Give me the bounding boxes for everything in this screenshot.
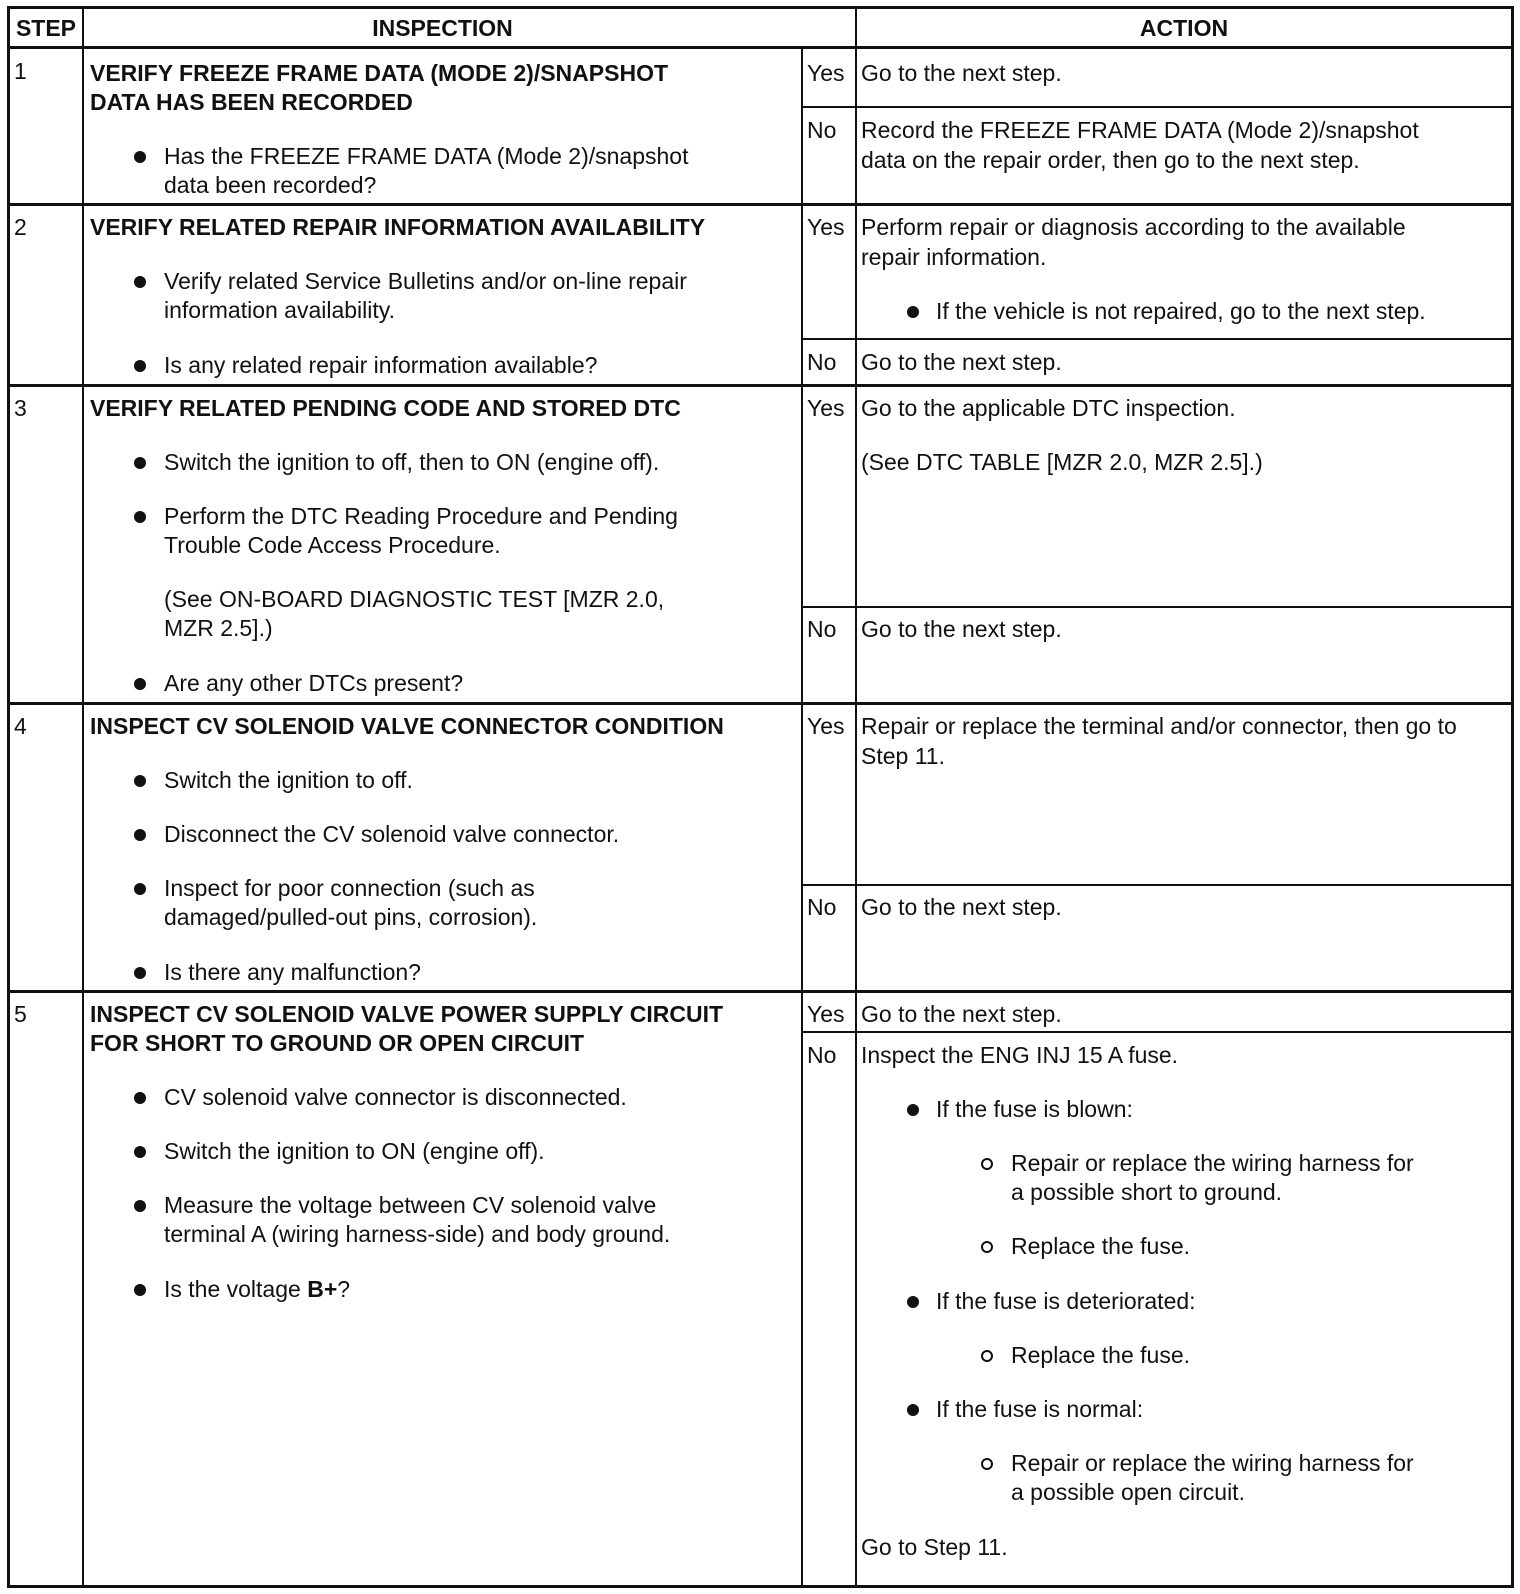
diagnostic-table bbox=[7, 6, 1514, 1588]
yes-label: Yes bbox=[807, 1001, 845, 1027]
bullet-icon bbox=[134, 457, 146, 469]
yes-action: Perform repair or diagnosis according to the available bbox=[861, 214, 1406, 240]
reference-note: MZR 2.5].) bbox=[164, 615, 273, 641]
bullet-icon bbox=[134, 1146, 146, 1158]
column-divider-step bbox=[82, 9, 84, 1585]
no-label: No bbox=[807, 616, 837, 642]
yes-label: Yes bbox=[807, 713, 845, 739]
bullet-icon bbox=[907, 1104, 919, 1116]
yes-label: Yes bbox=[807, 214, 845, 240]
row-divider-4 bbox=[10, 990, 1511, 993]
inspection-item: CV solenoid valve connector is disconnected. bbox=[164, 1084, 627, 1110]
remedy-item: a possible open circuit. bbox=[1011, 1479, 1245, 1505]
question-mark: ? bbox=[337, 1276, 351, 1302]
condition-item: If the fuse is blown: bbox=[936, 1096, 1133, 1122]
no-action: data on the repair order, then go to the next step. bbox=[861, 147, 1360, 173]
column-divider-result bbox=[855, 9, 857, 1585]
sub-bullet-icon bbox=[981, 1350, 993, 1362]
no-label: No bbox=[807, 349, 837, 375]
yes-no-divider-4 bbox=[801, 884, 1511, 886]
step-number: 4 bbox=[14, 713, 27, 739]
inspection-item bbox=[164, 1274, 350, 1304]
no-action: Go to the next step. bbox=[861, 349, 1062, 375]
header-action: ACTION bbox=[1139, 15, 1229, 41]
no-action: Inspect the ENG INJ 15 A fuse. bbox=[861, 1042, 1179, 1068]
row-divider-2 bbox=[10, 384, 1511, 387]
bullet-icon bbox=[134, 829, 146, 841]
header-step: STEP bbox=[15, 15, 77, 41]
inspection-item: Verify related Service Bulletins and/or on-line repair bbox=[164, 268, 687, 294]
bullet-icon bbox=[134, 775, 146, 787]
inspection-item: Switch the ignition to ON (engine off). bbox=[164, 1138, 545, 1164]
no-action: Record the FREEZE FRAME DATA (Mode 2)/snapshot bbox=[861, 117, 1419, 143]
inspection-item: Is any related repair information available? bbox=[164, 352, 598, 378]
condition-item: If the fuse is deteriorated: bbox=[936, 1288, 1196, 1314]
step-title: VERIFY FREEZE FRAME DATA (MODE 2)/SNAPSHOT bbox=[90, 60, 669, 86]
step-number: 3 bbox=[14, 395, 27, 421]
yes-action: repair information. bbox=[861, 244, 1047, 270]
inspection-item: Switch the ignition to off, then to ON (engine off). bbox=[164, 449, 660, 475]
yes-no-divider-2 bbox=[801, 338, 1511, 340]
step-number: 1 bbox=[14, 58, 27, 84]
inspection-item: Perform the DTC Reading Procedure and Pending bbox=[164, 503, 678, 529]
step-title: DATA HAS BEEN RECORDED bbox=[90, 89, 413, 115]
inspection-item: Measure the voltage between CV solenoid valve bbox=[164, 1192, 657, 1218]
inspection-item: damaged/pulled-out pins, corrosion). bbox=[164, 904, 538, 930]
no-action: Go to the next step. bbox=[861, 616, 1062, 642]
header-rule bbox=[10, 46, 1511, 49]
bullet-icon bbox=[134, 678, 146, 690]
inspection-item: data been recorded? bbox=[164, 172, 377, 198]
bullet-icon bbox=[134, 360, 146, 372]
inspection-item: Trouble Code Access Procedure. bbox=[164, 532, 501, 558]
condition-item: If the fuse is normal: bbox=[936, 1396, 1144, 1422]
inspection-item: Has the FREEZE FRAME DATA (Mode 2)/snapshot bbox=[164, 143, 689, 169]
yes-label: Yes bbox=[807, 60, 845, 86]
no-label: No bbox=[807, 1042, 837, 1068]
yes-no-divider-5 bbox=[801, 1031, 1511, 1033]
step-title: VERIFY RELATED PENDING CODE AND STORED DTC bbox=[90, 395, 681, 421]
bullet-icon bbox=[134, 1092, 146, 1104]
inspection-item: Disconnect the CV solenoid valve connector. bbox=[164, 821, 620, 847]
bullet-icon bbox=[134, 1200, 146, 1212]
row-divider-1 bbox=[10, 203, 1511, 206]
sub-bullet-icon bbox=[981, 1241, 993, 1253]
no-label: No bbox=[807, 117, 837, 143]
question-text: Is the voltage bbox=[164, 1276, 308, 1302]
bullet-icon bbox=[907, 1404, 919, 1416]
sub-bullet-icon bbox=[981, 1458, 993, 1470]
reference-note: (See ON-BOARD DIAGNOSTIC TEST [MZR 2.0, bbox=[164, 586, 665, 612]
action-item: If the vehicle is not repaired, go to the next step. bbox=[936, 298, 1426, 324]
header-inspection: INSPECTION bbox=[372, 15, 513, 41]
bullet-icon bbox=[134, 967, 146, 979]
no-action-final: Go to Step 11. bbox=[861, 1534, 1008, 1560]
column-divider-inspection bbox=[801, 46, 803, 1585]
yes-action: Repair or replace the terminal and/or connector, then go to bbox=[861, 713, 1457, 739]
sub-bullet-icon bbox=[981, 1158, 993, 1170]
yes-no-divider-3 bbox=[801, 606, 1511, 608]
inspection-item: Switch the ignition to off. bbox=[164, 767, 413, 793]
remedy-item: Replace the fuse. bbox=[1011, 1342, 1191, 1368]
yes-action: Go to the next step. bbox=[861, 1001, 1062, 1027]
yes-action: Go to the applicable DTC inspection. bbox=[861, 395, 1236, 421]
step-title: INSPECT CV SOLENOID VALVE CONNECTOR CONDITION bbox=[90, 713, 724, 739]
voltage-value: B+ bbox=[307, 1276, 338, 1302]
yes-action: Step 11. bbox=[861, 743, 945, 769]
remedy-item: Repair or replace the wiring harness for bbox=[1011, 1150, 1414, 1176]
inspection-item: Are any other DTCs present? bbox=[164, 670, 464, 696]
remedy-item: Repair or replace the wiring harness for bbox=[1011, 1450, 1414, 1476]
bullet-icon bbox=[134, 883, 146, 895]
step-title: INSPECT CV SOLENOID VALVE POWER SUPPLY CIRCUIT bbox=[90, 1001, 724, 1027]
inspection-item: information availability. bbox=[164, 297, 395, 323]
no-action: Go to the next step. bbox=[861, 894, 1062, 920]
step-number: 5 bbox=[14, 1001, 27, 1027]
bullet-icon bbox=[134, 151, 146, 163]
bullet-icon bbox=[907, 306, 919, 318]
bullet-icon bbox=[134, 276, 146, 288]
bullet-icon bbox=[134, 1284, 146, 1296]
remedy-item: a possible short to ground. bbox=[1011, 1179, 1283, 1205]
inspection-item: terminal A (wiring harness-side) and body ground. bbox=[164, 1221, 671, 1247]
inspection-item: Is there any malfunction? bbox=[164, 959, 421, 985]
row-divider-3 bbox=[10, 702, 1511, 705]
bullet-icon bbox=[907, 1296, 919, 1308]
no-label: No bbox=[807, 894, 837, 920]
inspection-item: Inspect for poor connection (such as bbox=[164, 875, 535, 901]
bullet-icon bbox=[134, 511, 146, 523]
reference-note: (See DTC TABLE [MZR 2.0, MZR 2.5].) bbox=[861, 449, 1263, 475]
remedy-item: Replace the fuse. bbox=[1011, 1233, 1191, 1259]
yes-no-divider-1 bbox=[801, 106, 1511, 108]
step-title: VERIFY RELATED REPAIR INFORMATION AVAILABILITY bbox=[90, 214, 706, 240]
yes-label: Yes bbox=[807, 395, 845, 421]
step-title: FOR SHORT TO GROUND OR OPEN CIRCUIT bbox=[90, 1030, 585, 1056]
step-number: 2 bbox=[14, 214, 27, 240]
yes-action: Go to the next step. bbox=[861, 60, 1062, 86]
